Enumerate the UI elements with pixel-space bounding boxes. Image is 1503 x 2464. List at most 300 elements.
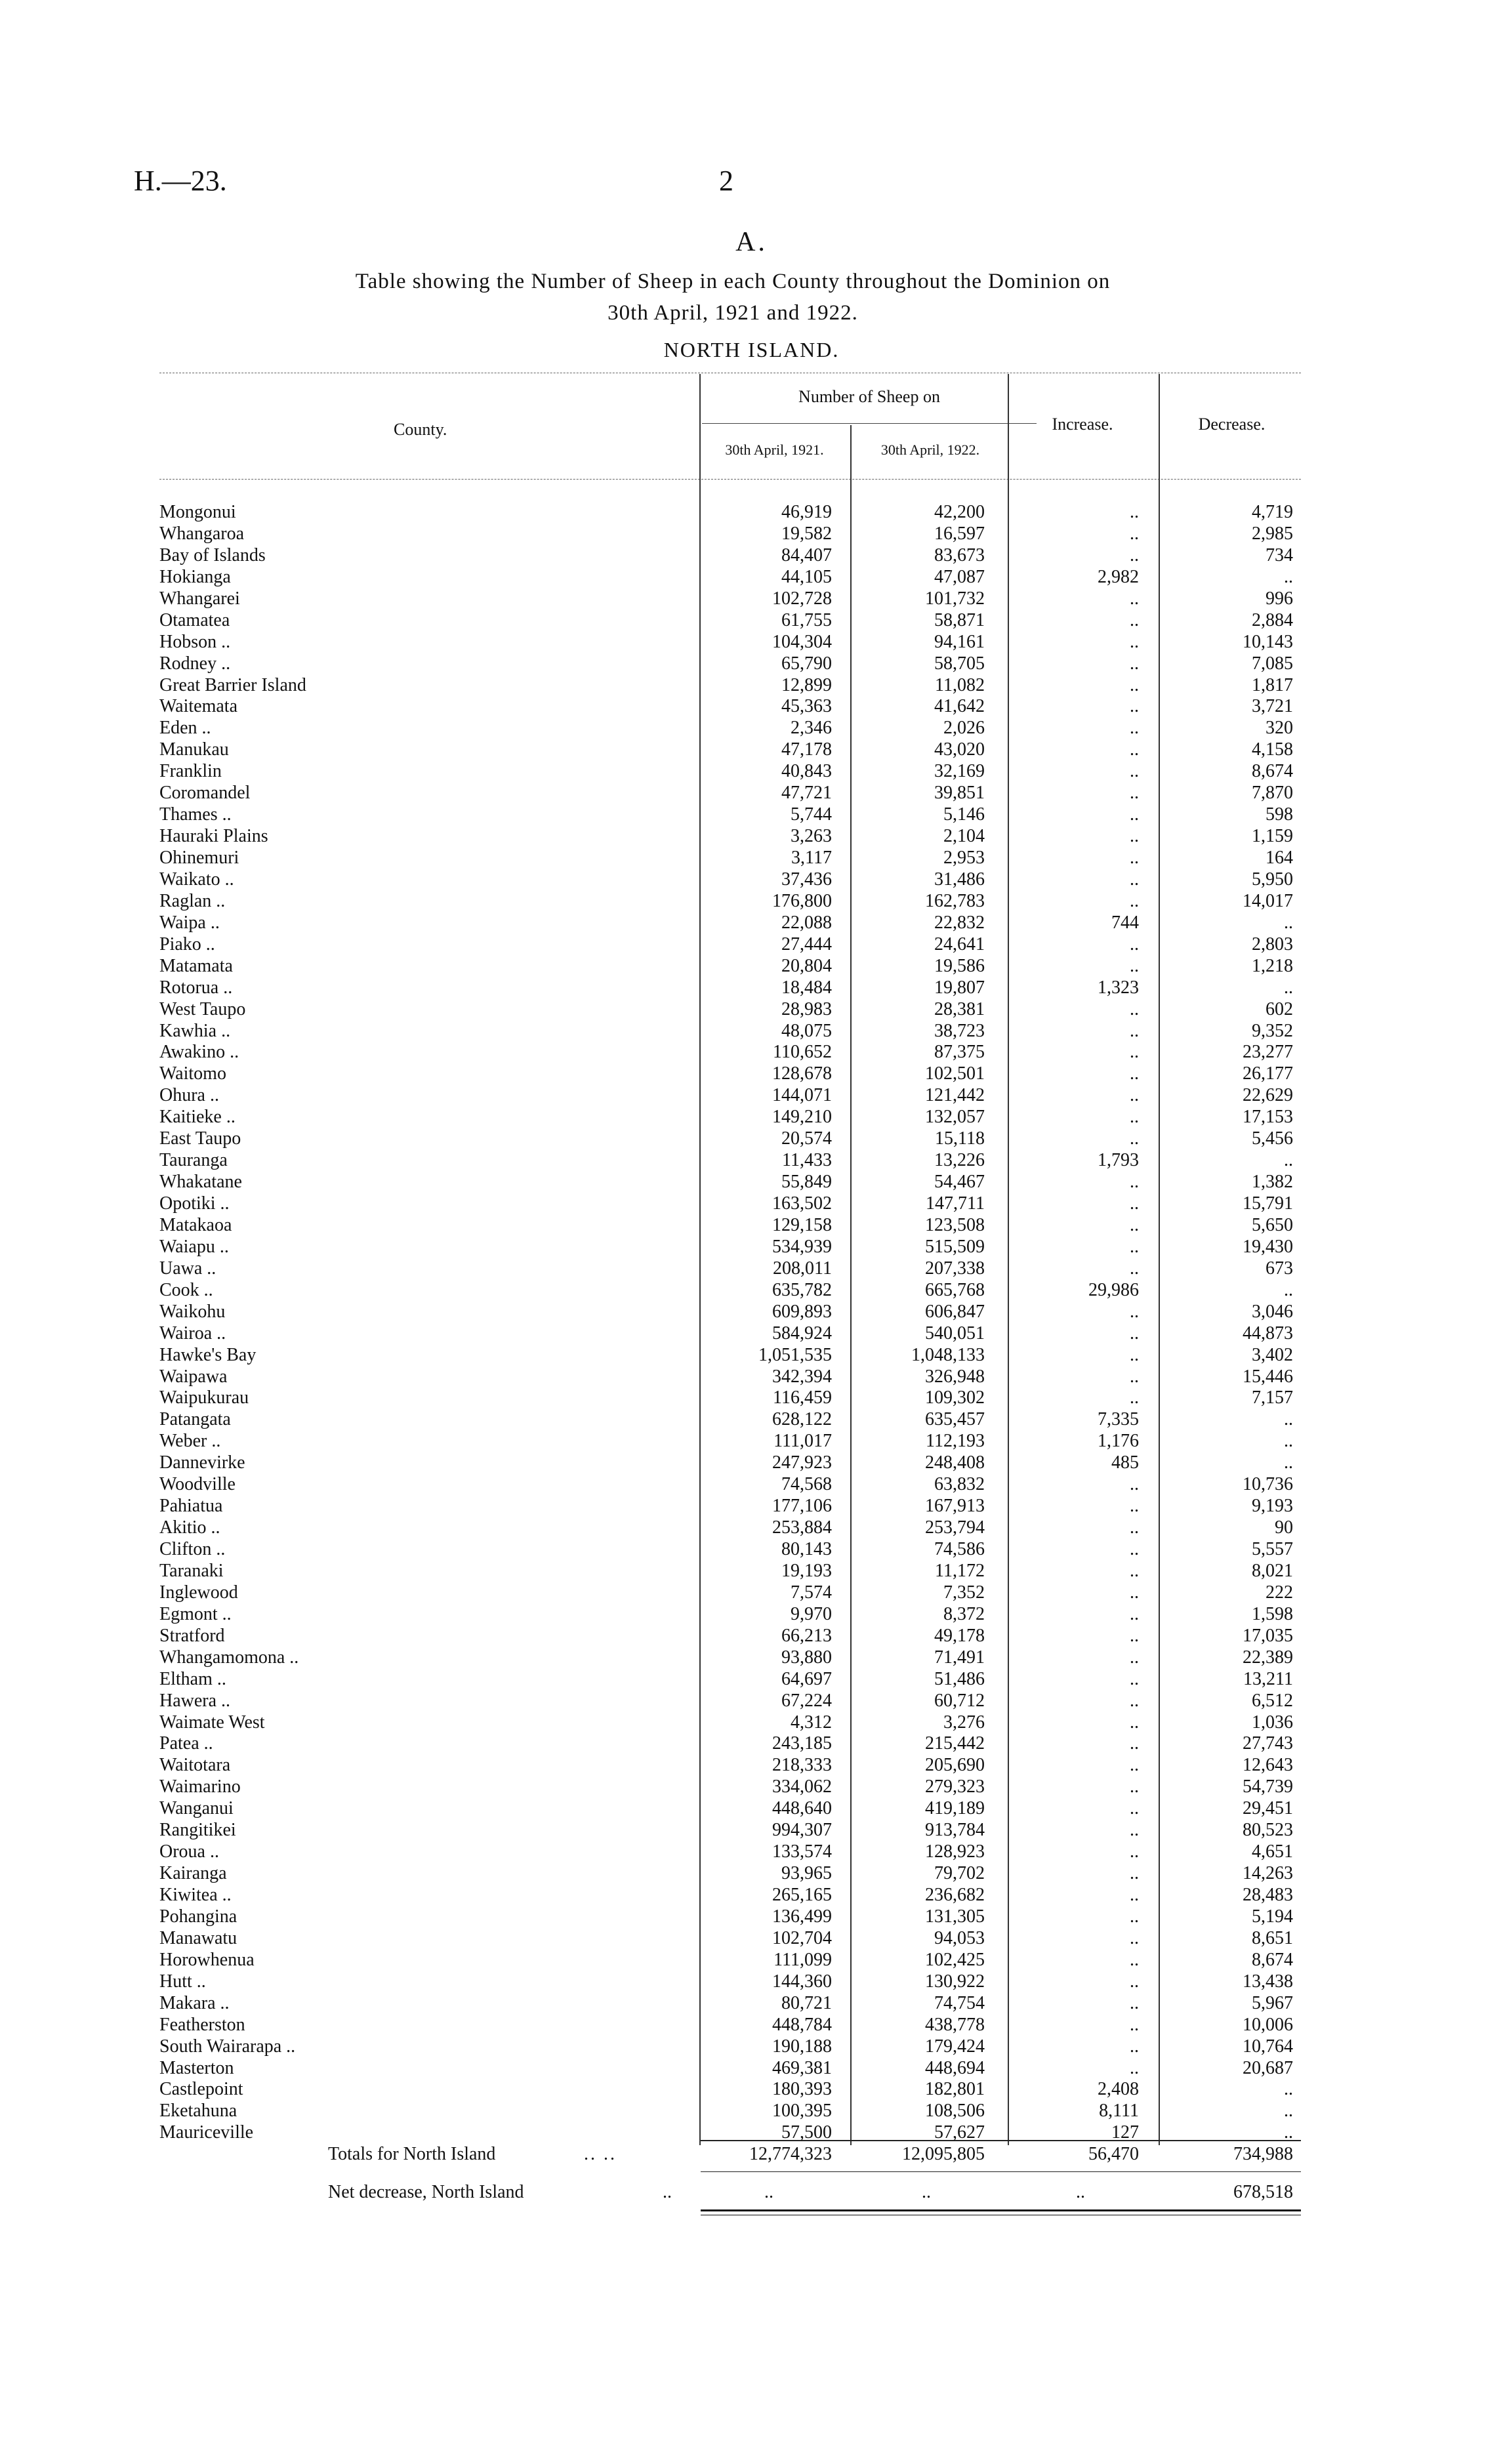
sheep-1922: 665,768 (925, 1279, 985, 1300)
county-name: Eltham .. (159, 1668, 226, 1689)
sheep-1921: 44,105 (781, 566, 832, 587)
increase-value: .. (1130, 1020, 1139, 1041)
table-row (0, 2058, 1503, 2080)
increase-value: .. (1130, 890, 1139, 911)
decrease-value: 4,719 (1252, 502, 1293, 522)
table-row (0, 934, 1503, 956)
increase-value: 8,111 (1099, 2101, 1139, 2122)
decrease-value: 7,157 (1252, 1387, 1293, 1408)
decrease-value: 598 (1266, 804, 1293, 825)
county-name: Akitio .. (159, 1517, 220, 1538)
increase-value: .. (1130, 1798, 1139, 1819)
totals-1921: 12,774,323 (749, 2144, 832, 2164)
table-row (0, 1042, 1503, 1063)
page-number: 2 (719, 165, 733, 197)
decrease-value: .. (1284, 2079, 1293, 2100)
county-name: Whangaroa (159, 523, 245, 544)
sheep-1922: 101,732 (925, 588, 985, 609)
county-name: Woodville (159, 1474, 236, 1495)
table-row (0, 1733, 1503, 1755)
county-name: Ohinemuri (159, 848, 239, 868)
increase-value: 1,176 (1098, 1431, 1139, 1452)
increase-value: .. (1130, 783, 1139, 804)
increase-value: .. (1130, 1820, 1139, 1841)
county-name: Waipawa (159, 1366, 228, 1387)
table-row (0, 826, 1503, 848)
sheep-1921: 180,393 (772, 2079, 832, 2100)
table-row (0, 1302, 1503, 1323)
sheep-1921: 65,790 (781, 653, 832, 674)
increase-value: .. (1130, 2036, 1139, 2057)
county-name: Waipa .. (159, 912, 220, 933)
table-row (0, 2015, 1503, 2036)
increase-value: .. (1130, 826, 1139, 847)
sheep-1921: 28,983 (781, 998, 832, 1019)
decrease-value: 15,446 (1243, 1366, 1293, 1387)
totals-1922: 12,095,805 (902, 2144, 985, 2164)
decrease-value: 1,598 (1252, 1603, 1293, 1624)
totals-dots: .. .. (584, 2144, 617, 2164)
sheep-1922: 215,442 (925, 1733, 985, 1754)
net-1921: .. (764, 2182, 773, 2202)
county-name: Patangata (159, 1409, 231, 1430)
county-name: Rotorua .. (159, 977, 233, 998)
title-line-1: Table showing the Number of Sheep in each County throughout the Dominion on (355, 270, 1111, 293)
decrease-value: 3,721 (1252, 696, 1293, 717)
sheep-1922: 112,193 (926, 1431, 985, 1452)
sheep-1921: 37,436 (781, 869, 832, 890)
sheep-1922: 47,087 (934, 566, 985, 587)
net-label: Net decrease, North Island (328, 2182, 524, 2202)
decrease-value: 9,352 (1252, 1020, 1293, 1041)
table-row (0, 545, 1503, 567)
sheep-1921: 176,800 (772, 890, 832, 911)
county-column-header: County. (394, 420, 447, 439)
totals-bottom-rule (701, 2171, 1301, 2172)
table-row (0, 524, 1503, 545)
sheep-1922: 7,352 (943, 1582, 985, 1603)
net-dots: .. (663, 2182, 672, 2202)
table-row (0, 1820, 1503, 1841)
sheep-1922: 147,711 (926, 1193, 985, 1214)
table-row (0, 632, 1503, 653)
decrease-value: 3,046 (1252, 1301, 1293, 1322)
table-row (0, 1150, 1503, 1172)
decrease-value: .. (1284, 1150, 1293, 1171)
increase-value: .. (1130, 1214, 1139, 1235)
increase-value: .. (1130, 1841, 1139, 1862)
decrease-value: 20,687 (1243, 2057, 1293, 2078)
sheep-1921: 18,484 (781, 977, 832, 998)
sheep-1921: 7,574 (791, 1582, 832, 1603)
sheep-1922: 87,375 (934, 1042, 985, 1063)
table-row (0, 1993, 1503, 2015)
decrease-value: 1,036 (1252, 1712, 1293, 1733)
increase-value: .. (1130, 1258, 1139, 1279)
table-row (0, 1928, 1503, 1950)
increase-value: .. (1130, 1042, 1139, 1063)
table-row (0, 1366, 1503, 1388)
increase-value: .. (1130, 1539, 1139, 1559)
sheep-1921: 2,346 (791, 718, 832, 739)
sheep-1921: 19,582 (781, 523, 832, 544)
county-name: Otamatea (159, 609, 230, 630)
sheep-1922: 132,057 (925, 1107, 985, 1128)
sheep-1921: 247,923 (772, 1452, 832, 1473)
table-row (0, 1950, 1503, 1971)
increase-value: .. (1130, 588, 1139, 609)
table-row (0, 1691, 1503, 1712)
sheep-1921: 46,919 (781, 502, 832, 522)
sheep-1922: 109,302 (925, 1387, 985, 1408)
table-row (0, 1452, 1503, 1474)
sheep-1921: 84,407 (781, 544, 832, 565)
table-row (0, 999, 1503, 1021)
header-bottom-rule (159, 479, 1301, 480)
increase-value: .. (1130, 609, 1139, 630)
decrease-value: .. (1284, 1431, 1293, 1452)
sheep-1921: 102,728 (772, 588, 832, 609)
sheep-1921: 218,333 (772, 1755, 832, 1776)
title-line-2: 30th April, 1921 and 1922. (607, 301, 858, 325)
county-name: Great Barrier Island (159, 674, 306, 695)
number-of-sheep-header: Number of Sheep on (798, 387, 940, 406)
sheep-1922: 42,200 (934, 502, 985, 522)
sheep-1922: 41,642 (934, 696, 985, 717)
table-row (0, 977, 1503, 999)
net-decrease: 678,518 (1233, 2182, 1293, 2202)
county-name: Raglan .. (159, 890, 226, 911)
increase-value: .. (1130, 1949, 1139, 1970)
increase-value: .. (1130, 1647, 1139, 1668)
county-name: Featherston (159, 2014, 245, 2035)
sheep-1921: 45,363 (781, 696, 832, 717)
sheep-1921: 47,178 (781, 739, 832, 760)
increase-value: .. (1130, 1755, 1139, 1776)
county-name: Hobson .. (159, 631, 231, 652)
increase-value: 744 (1111, 912, 1139, 933)
county-name: Waikato .. (159, 869, 234, 890)
sheep-1922: 5,146 (943, 804, 985, 825)
increase-value: 2,982 (1098, 566, 1139, 587)
island-subtitle: NORTH ISLAND. (663, 338, 840, 361)
decrease-value: 8,674 (1252, 1949, 1293, 1970)
sheep-1921: 20,574 (781, 1128, 832, 1149)
sheep-1922: 38,723 (934, 1020, 985, 1041)
sheep-1922: 19,586 (934, 955, 985, 976)
increase-value: .. (1130, 696, 1139, 717)
decrease-value: .. (1284, 1279, 1293, 1300)
sheep-1922: 121,442 (925, 1085, 985, 1106)
increase-value: .. (1130, 1712, 1139, 1733)
sheep-1921: 334,062 (772, 1776, 832, 1797)
decrease-value: 5,194 (1252, 1906, 1293, 1927)
county-name: Patea .. (159, 1733, 213, 1754)
sheep-1922: 74,586 (934, 1539, 985, 1559)
table-title (152, 266, 1313, 329)
county-name: Clifton .. (159, 1539, 226, 1559)
increase-value: .. (1130, 1063, 1139, 1084)
county-name: Kairanga (159, 1863, 227, 1884)
sheep-1922: 131,305 (925, 1906, 985, 1927)
table-row (0, 891, 1503, 913)
sheep-1922: 205,690 (925, 1755, 985, 1776)
decrease-value: 164 (1266, 848, 1293, 868)
table-row (0, 869, 1503, 891)
table-row (0, 848, 1503, 869)
table-row (0, 1474, 1503, 1496)
decrease-value: 44,873 (1243, 1323, 1293, 1344)
table-row (0, 502, 1503, 524)
sheep-1922: 94,161 (934, 631, 985, 652)
sheep-1921: 609,893 (772, 1301, 832, 1322)
decrease-value: 28,483 (1243, 1885, 1293, 1905)
table-row (0, 804, 1503, 826)
table-row (0, 610, 1503, 632)
table-row (0, 1496, 1503, 1517)
sheep-1921: 128,678 (772, 1063, 832, 1084)
table-row (0, 1258, 1503, 1280)
table-row (0, 1387, 1503, 1409)
decrease-value: 4,158 (1252, 739, 1293, 760)
increase-value: 485 (1111, 1452, 1139, 1473)
sheep-1921: 66,213 (781, 1625, 832, 1646)
decrease-value: 54,739 (1243, 1776, 1293, 1797)
sheep-1921: 3,117 (791, 848, 832, 868)
county-name: Rangitikei (159, 1820, 236, 1841)
county-name: Taranaki (159, 1560, 224, 1581)
increase-value: .. (1130, 1690, 1139, 1711)
sheep-1921: 20,804 (781, 955, 832, 976)
county-name: Weber .. (159, 1431, 221, 1452)
sheep-1921: 534,939 (772, 1236, 832, 1257)
sheep-1922: 128,923 (925, 1841, 985, 1862)
decrease-value: 2,803 (1252, 934, 1293, 955)
increase-value: .. (1130, 523, 1139, 544)
decrease-value: 8,651 (1252, 1927, 1293, 1948)
sheep-1921: 110,652 (773, 1042, 832, 1063)
county-name: Masterton (159, 2057, 234, 2078)
table-row (0, 956, 1503, 977)
table-row (0, 1863, 1503, 1885)
sheep-1922: 32,169 (934, 761, 985, 782)
sheep-1921: 80,143 (781, 1539, 832, 1559)
table-row (0, 1561, 1503, 1582)
decrease-value: 734 (1266, 544, 1293, 565)
county-name: Waitemata (159, 696, 238, 717)
decrease-value: 7,870 (1252, 783, 1293, 804)
sheep-1921: 469,381 (772, 2057, 832, 2078)
county-name: Hawke's Bay (159, 1344, 257, 1365)
sheep-1921: 48,075 (781, 1020, 832, 1041)
table-row (0, 761, 1503, 783)
sheep-1922: 326,948 (925, 1366, 985, 1387)
increase-value: .. (1130, 1992, 1139, 2013)
county-name: Makara .. (159, 1992, 230, 2013)
sheep-1922: 108,506 (925, 2101, 985, 2122)
sheep-1921: 208,011 (773, 1258, 832, 1279)
sheep-1921: 40,843 (781, 761, 832, 782)
decrease-value: .. (1284, 2122, 1293, 2143)
sheep-1922: 448,694 (925, 2057, 985, 2078)
county-name: Whangamomona .. (159, 1647, 299, 1668)
totals-increase: 56,470 (1088, 2144, 1139, 2164)
table-row (0, 1712, 1503, 1734)
increase-value: .. (1130, 1128, 1139, 1149)
table-row (0, 1172, 1503, 1193)
decrease-value: .. (1284, 912, 1293, 933)
sheep-1922: 606,847 (925, 1301, 985, 1322)
county-name: Waikohu (159, 1301, 226, 1322)
increase-value: .. (1130, 1301, 1139, 1322)
sheep-1922: 8,372 (943, 1603, 985, 1624)
sheep-1921: 448,640 (772, 1798, 832, 1819)
increase-value: 7,335 (1098, 1409, 1139, 1430)
county-name: West Taupo (159, 998, 246, 1019)
table-row (0, 1063, 1503, 1085)
sheep-1922: 279,323 (925, 1776, 985, 1797)
sheep-1921: 190,188 (772, 2036, 832, 2057)
sheep-1921: 93,965 (781, 1863, 832, 1884)
sheep-1921: 47,721 (781, 783, 832, 804)
county-name: Kawhia .. (159, 1020, 231, 1041)
county-name: Whakatane (159, 1172, 242, 1193)
sheep-1921: 80,721 (781, 1992, 832, 2013)
sheep-1922: 635,457 (925, 1409, 985, 1430)
sheep-1921: 111,017 (773, 1431, 832, 1452)
decrease-value: 17,035 (1243, 1625, 1293, 1646)
sheep-1922: 19,807 (934, 977, 985, 998)
decrease-value: 1,159 (1252, 826, 1293, 847)
county-name: Dannevirke (159, 1452, 245, 1473)
table-row (0, 1755, 1503, 1776)
increase-value: 1,323 (1098, 977, 1139, 998)
table-row (0, 2036, 1503, 2058)
increase-value: .. (1130, 934, 1139, 955)
county-name: Pohangina (159, 1906, 237, 1927)
table-row (0, 1906, 1503, 1928)
increase-value: .. (1130, 1236, 1139, 1257)
increase-value: .. (1130, 631, 1139, 652)
county-name: Waipukurau (159, 1387, 249, 1408)
table-row (0, 2101, 1503, 2122)
sheep-1922: 253,794 (925, 1517, 985, 1538)
increase-value: .. (1130, 1474, 1139, 1495)
increase-value: .. (1130, 1906, 1139, 1927)
decrease-value: 22,629 (1243, 1085, 1293, 1106)
sheep-1921: 628,122 (772, 1409, 832, 1430)
increase-value: .. (1130, 1366, 1139, 1387)
sheep-1922: 49,178 (934, 1625, 985, 1646)
sheep-1922: 43,020 (934, 739, 985, 760)
sheep-1922: 79,702 (934, 1863, 985, 1884)
sheep-1922: 515,509 (925, 1236, 985, 1257)
sheep-1921: 3,263 (791, 826, 832, 847)
table-row (0, 1841, 1503, 1863)
sheep-1921: 1,051,535 (758, 1344, 832, 1365)
header-mid-rule (702, 423, 1037, 424)
sheep-1922: 2,026 (943, 718, 985, 739)
decrease-value: .. (1284, 566, 1293, 587)
sheep-1921: 116,459 (773, 1387, 832, 1408)
increase-value: .. (1130, 1668, 1139, 1689)
sheep-1922: 102,425 (925, 1949, 985, 1970)
decrease-value: 10,006 (1243, 2014, 1293, 2035)
increase-value: .. (1130, 1387, 1139, 1408)
increase-value: .. (1130, 869, 1139, 890)
decrease-value: 6,512 (1252, 1690, 1293, 1711)
table-row (0, 1280, 1503, 1302)
decrease-value: 10,143 (1243, 631, 1293, 652)
sheep-1922: 24,641 (934, 934, 985, 955)
county-name: Hauraki Plains (159, 826, 268, 847)
increase-value: .. (1130, 1193, 1139, 1214)
sheep-1921: 61,755 (781, 609, 832, 630)
sheep-1921: 104,304 (772, 631, 832, 652)
sheep-1921: 19,193 (781, 1560, 832, 1581)
sheep-1921: 144,071 (772, 1085, 832, 1106)
totals-decrease: 734,988 (1233, 2144, 1293, 2164)
increase-value: .. (1130, 1625, 1139, 1646)
table-row (0, 653, 1503, 675)
sheep-1922: 28,381 (934, 998, 985, 1019)
county-name: Eketahuna (159, 2101, 237, 2122)
increase-value: 2,408 (1098, 2079, 1139, 2100)
increase-value: .. (1130, 1733, 1139, 1754)
decrease-value: 80,523 (1243, 1820, 1293, 1841)
table-row (0, 1431, 1503, 1452)
decrease-header: Decrease. (1198, 415, 1266, 434)
sheep-1922: 31,486 (934, 869, 985, 890)
decrease-value: 22,389 (1243, 1647, 1293, 1668)
table-row (0, 1669, 1503, 1691)
county-name: Thames .. (159, 804, 232, 825)
sheep-1922: 438,778 (925, 2014, 985, 2035)
table-row (0, 1215, 1503, 1237)
county-name: Matakaoa (159, 1214, 232, 1235)
sheep-1922: 102,501 (925, 1063, 985, 1084)
net-1922: .. (922, 2182, 931, 2202)
county-name: Franklin (159, 761, 222, 782)
sheep-1922: 57,627 (934, 2122, 985, 2143)
table-row (0, 1021, 1503, 1042)
table-row (0, 1604, 1503, 1626)
decrease-value: 7,085 (1252, 653, 1293, 674)
sheep-1922: 58,705 (934, 653, 985, 674)
increase-value: .. (1130, 1323, 1139, 1344)
sheep-1921: 149,210 (772, 1107, 832, 1128)
increase-value: .. (1130, 1496, 1139, 1517)
decrease-value: 222 (1266, 1582, 1293, 1603)
table-row (0, 1237, 1503, 1258)
decrease-value: 5,950 (1252, 869, 1293, 890)
decrease-value: 19,430 (1243, 1236, 1293, 1257)
increase-value: .. (1130, 1885, 1139, 1905)
sheep-1921: 22,088 (781, 912, 832, 933)
sheep-1922: 236,682 (925, 1885, 985, 1905)
section-letter: A. (735, 227, 768, 257)
sheep-1921: 100,395 (772, 2101, 832, 2122)
sheep-1921: 67,224 (781, 1690, 832, 1711)
sheep-1921: 163,502 (772, 1193, 832, 1214)
increase-value: .. (1130, 848, 1139, 868)
table-row (0, 675, 1503, 697)
sheep-1921: 102,704 (772, 1927, 832, 1948)
increase-value: .. (1130, 998, 1139, 1019)
sheep-1921: 111,099 (773, 1949, 832, 1970)
county-name: Kiwitea .. (159, 1885, 232, 1905)
county-name: Tauranga (159, 1150, 228, 1171)
